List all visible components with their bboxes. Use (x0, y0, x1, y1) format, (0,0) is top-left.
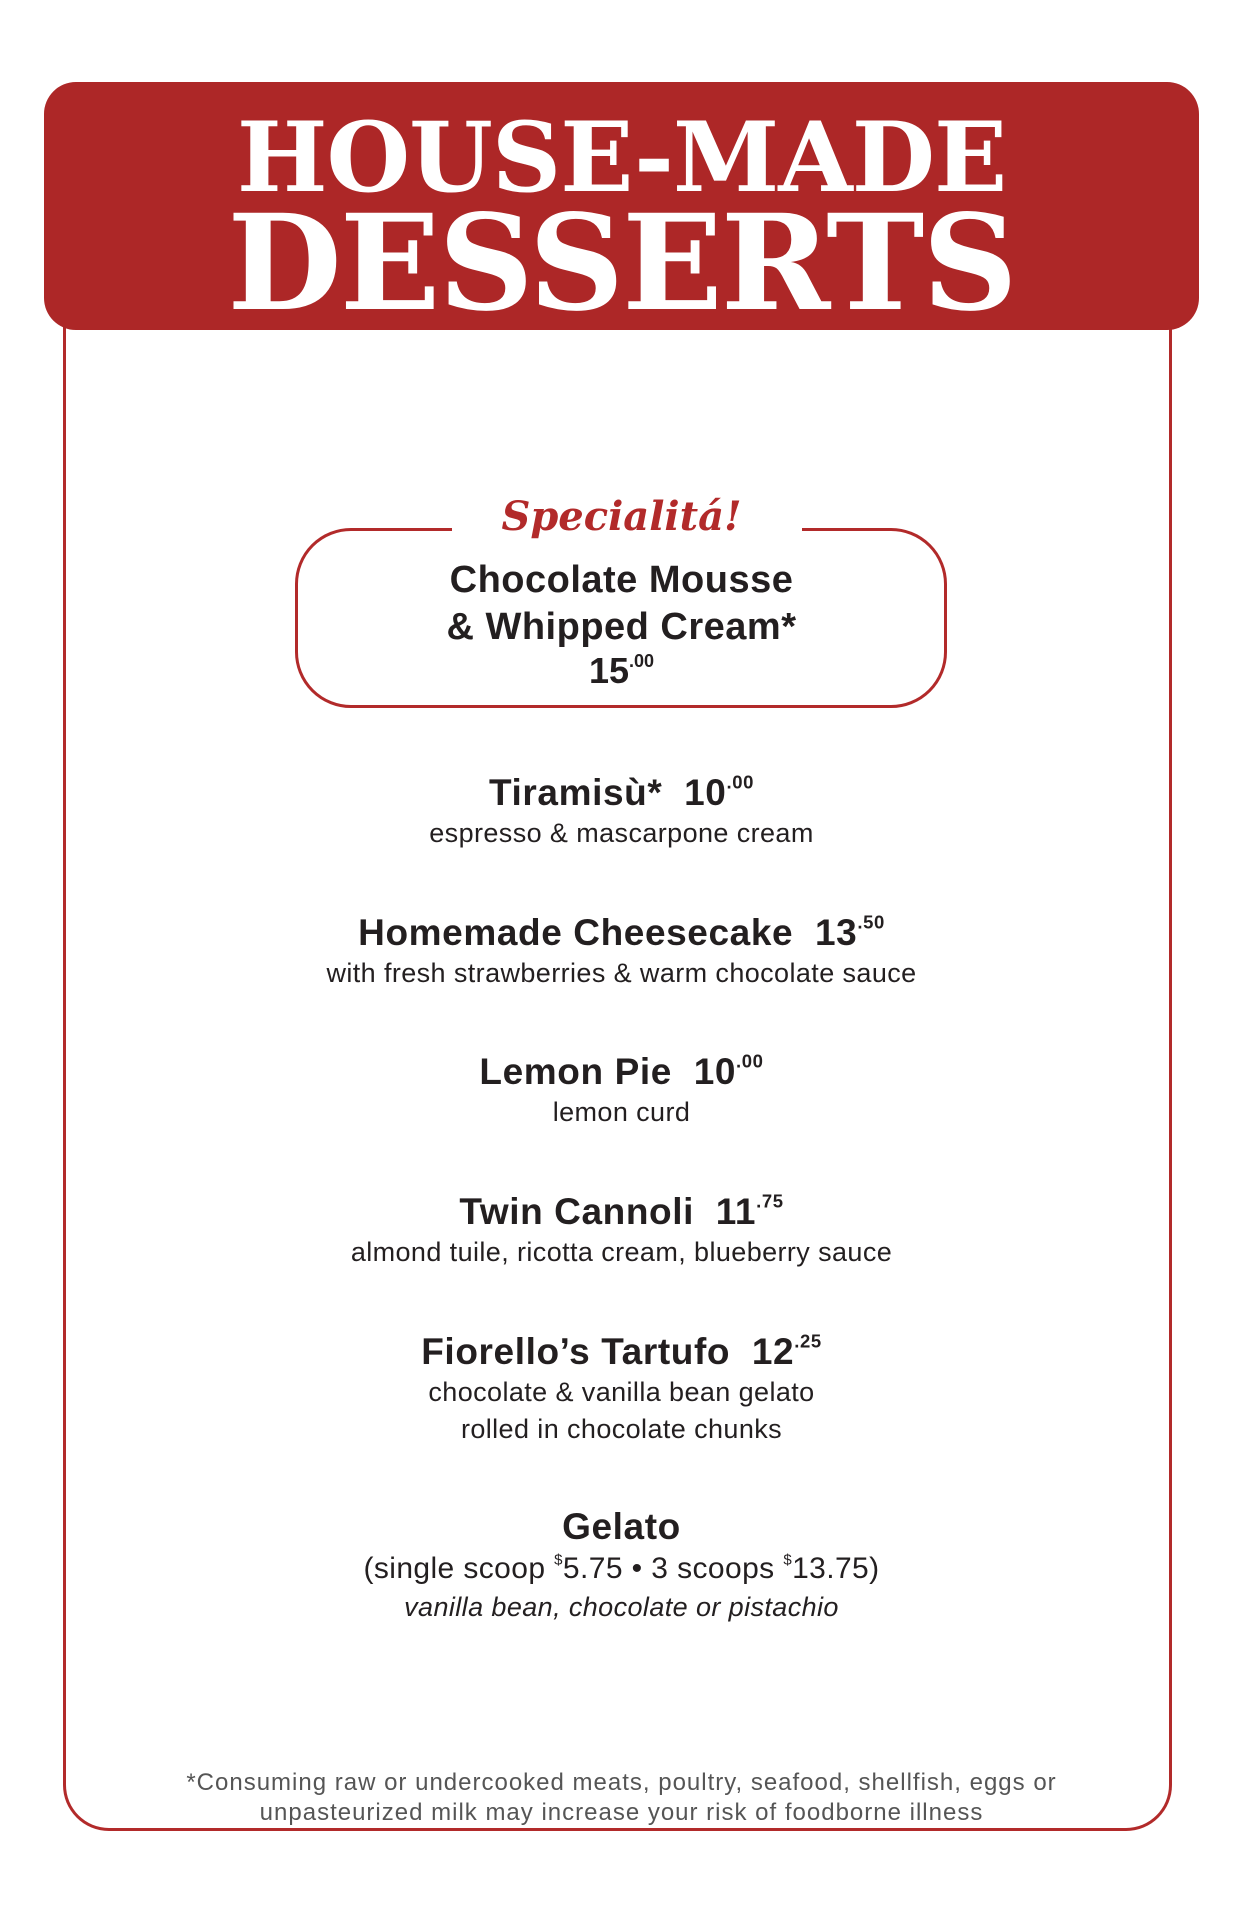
special-name-line-1: Chocolate Mousse (449, 559, 794, 601)
footnote (0, 1768, 1243, 1828)
menu-item-name: Lemon Pie (479, 1051, 672, 1092)
menu-item-title (0, 771, 1243, 815)
menu-item-price: $10^{.00}$ (693, 1050, 764, 1092)
gelato-flavors: vanilla bean, chocolate or pistachio (404, 1592, 839, 1622)
menu-item-name: Tiramisù* (488, 772, 663, 813)
menu-item-gelato (0, 1505, 1243, 1626)
header-line-1: HOUSE-MADE (236, 101, 1007, 214)
gelato-triple-price: 13.75 (792, 1552, 870, 1585)
gelato-single-price: 5.75 (562, 1552, 623, 1585)
menu-item-title (0, 1050, 1243, 1094)
menu-item-desc: lemon curd (552, 1097, 691, 1127)
menu-item-desc-line-1: chocolate & vanilla bean gelato (428, 1377, 815, 1407)
menu-item-name: Gelato (562, 1506, 681, 1547)
special-label: Specialitá! (501, 493, 742, 540)
menu-item-price: $13^{.50}$ (814, 911, 885, 953)
special-price-cents: .00 (629, 650, 655, 671)
menu-item-desc: with fresh strawberries & warm chocolate sauce (326, 958, 917, 988)
header-banner (44, 82, 1199, 341)
menu-item-price: $10^{.00}$ (684, 771, 754, 813)
menu-item-price: $12^{.25}$ (751, 1330, 822, 1372)
header-line-2: DESSERTS (227, 186, 1016, 341)
menu-item-name: Twin Cannoli (459, 1191, 695, 1232)
menu-item-title (0, 911, 1243, 955)
menu-item-name: Fiorello’s Tartufo (421, 1331, 731, 1372)
menu-item-tiramisu (0, 771, 1243, 852)
menu-item-name: Homemade Cheesecake (358, 912, 794, 953)
menu-item-title (0, 1190, 1243, 1234)
special-price (0, 651, 1243, 691)
footnote-line-2: unpasteurized milk may increase your risk of foodborne illness (259, 1799, 984, 1826)
menu-item-price: $11^{.75}$ (715, 1190, 784, 1232)
menu-item-desc-line-2: rolled in chocolate chunks (460, 1414, 783, 1444)
special-price-whole: 15 (588, 650, 629, 691)
menu-item-lemon-pie (0, 1050, 1243, 1131)
menu-item-desc: espresso & mascarpone cream (429, 818, 814, 848)
menu-item-twin-cannoli (0, 1190, 1243, 1271)
footnote-line-1: *Consuming raw or undercooked meats, poultry, seafood, shellfish, eggs or (186, 1769, 1057, 1796)
special-name-line-2: & Whipped Cream* (446, 606, 797, 648)
menu-item-title (0, 1330, 1243, 1374)
menu-item-cheesecake (0, 911, 1243, 992)
special-name (0, 557, 1243, 651)
gelato-prices: (single scoop $5.75 • 3 scoops $13.75) (363, 1551, 880, 1585)
menu-item-tartufo (0, 1330, 1243, 1448)
menu-item-desc: almond tuile, ricotta cream, blueberry sauce (350, 1237, 893, 1267)
